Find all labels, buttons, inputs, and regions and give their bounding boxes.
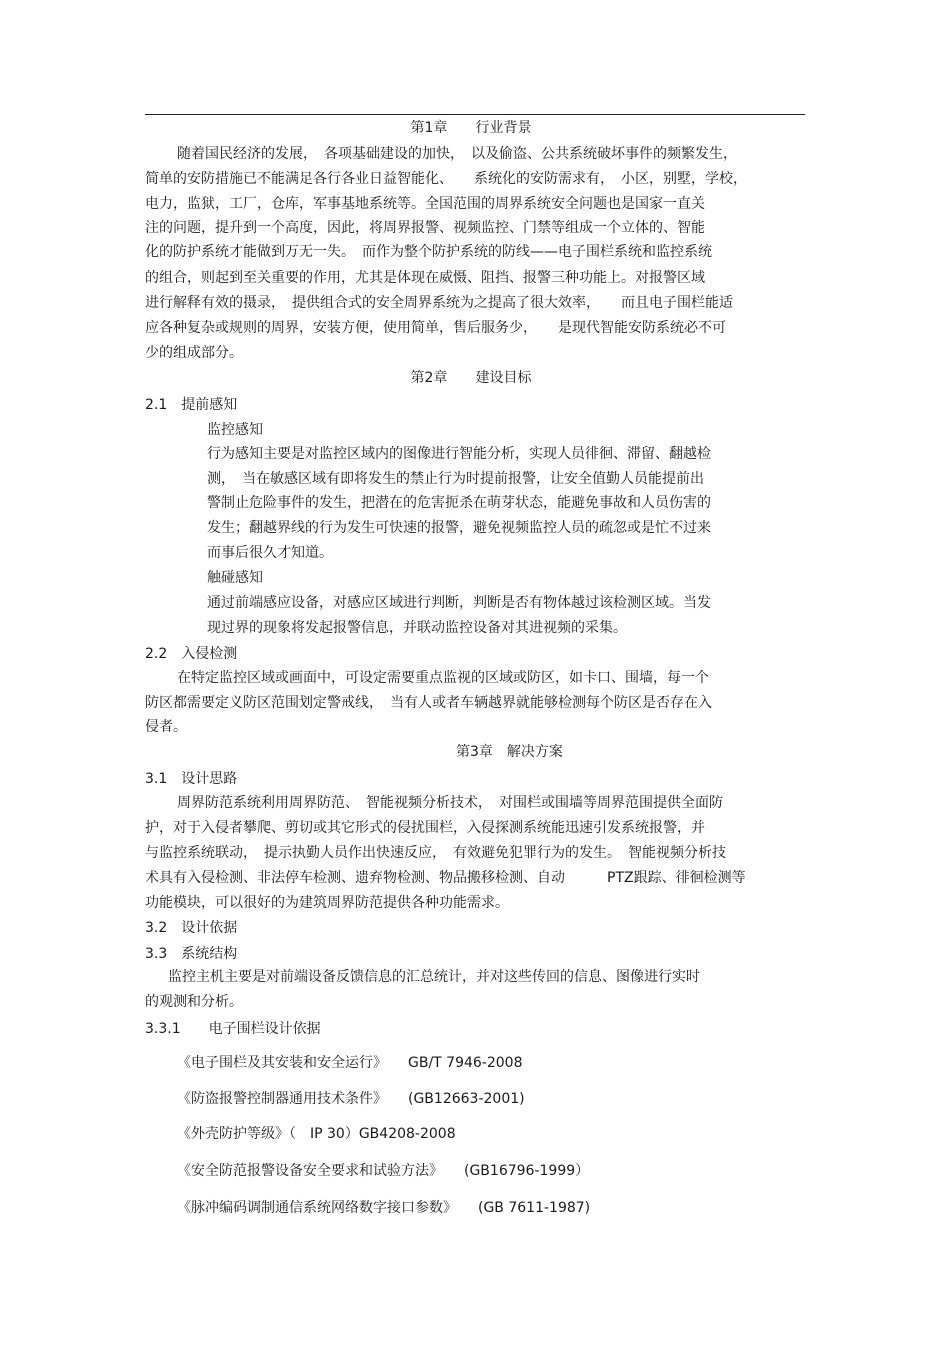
ch1-line-4: 注的问题，提升到一个高度，因此，将周界报警、视频监控、门禁等组成一个立体的、智能 [145, 220, 705, 236]
header-rule [145, 114, 805, 115]
monitor-line-4: 发生；翻越界线的行为发生可快速的报警，避免视频监控人员的疏忽或是忙不过来 [207, 520, 711, 536]
s22-line-2: 防区都需要定义防区范围划定警戒线， 当有人或者车辆越界就能够检测每个防区是否存在入 [145, 695, 712, 711]
s31-line-4: 术具有入侵检测、非法停车检测、遗弃物检测、物品搬移检测、自动 PTZ跟踪、徘徊检测等 [145, 870, 746, 886]
monitor-line-3: 警制止危险事件的发生，把潜在的危害扼杀在萌芽状态，能避免事故和人员伤害的 [207, 495, 711, 511]
s22-line-3: 侵者。 [145, 719, 187, 735]
s31-line-3: 与监控系统联动， 提示执勤人员作出快速反应， 有效避免犯罪行为的发生。 智能视频分析技 [145, 845, 726, 861]
ch1-line-1: 随着国民经济的发展， 各项基础建设的加快， 以及偷盗、公共系统破坏事件的频繁发生， [177, 146, 737, 162]
chapter-2-heading: 第2章 建设目标 [410, 370, 532, 386]
s33-line-2: 的观测和分析。 [145, 994, 243, 1010]
section-2-1-heading: 2.1 提前感知 [145, 397, 238, 413]
standard-item: 《安全防范报警设备安全要求和试验方法》 (GB16796-1999） [177, 1163, 590, 1179]
section-2-2-heading: 2.2 入侵检测 [145, 646, 238, 662]
chapter-1-heading: 第1章 行业背景 [410, 120, 532, 136]
standard-item: 《防盗报警控制器通用技术条件》 (GB12663-2001) [177, 1091, 525, 1107]
standard-item: 《电子围栏及其安装和安全运行》 GB/T 7946-2008 [177, 1055, 523, 1071]
standard-item: 《脉冲编码调制通信系统网络数字接口参数》 (GB 7611-1987) [177, 1200, 591, 1216]
ch1-line-5: 化的防护系统才能做到万无一失。 而作为整个防护系统的防线——电子围栏系统和监控系统 [145, 244, 712, 260]
s31-line-1: 周界防范系统利用周界防范、 智能视频分析技术， 对围栏或围墙等周界范围提供全面防 [177, 795, 723, 811]
s31-line-2: 护，对于入侵者攀爬、剪切或其它形式的侵扰围栏，入侵探测系统能迅速引发系统报警，并 [145, 820, 705, 836]
section-3-2-heading: 3.2 设计依据 [145, 920, 238, 936]
chapter-3-heading: 第3章 解决方案 [456, 744, 563, 760]
ch1-line-9: 少的组成部分。 [145, 345, 243, 361]
ch1-line-8: 应各种复杂或规则的周界，安装方便，使用简单，售后服务少， 是现代智能安防系统必不可 [145, 320, 726, 336]
touch-line-1: 通过前端感应设备，对感应区域进行判断，判断是否有物体越过该检测区域。当发 [207, 595, 711, 611]
monitor-line-5: 而事后很久才知道。 [207, 545, 333, 561]
monitor-line-1: 行为感知主要是对监控区域内的图像进行智能分析，实现人员徘徊、滞留、翻越检 [207, 446, 711, 462]
s22-line-1: 在特定监控区域或画面中，可设定需要重点监视的区域或防区，如卡口、围墙，每一个 [177, 670, 709, 686]
touch-perception-title: 触碰感知 [207, 570, 263, 586]
touch-line-2: 现过界的现象将发起报警信息，并联动监控设备对其进视频的采集。 [207, 620, 627, 636]
s31-line-5: 功能模块，可以很好的为建筑周界防范提供各种功能需求。 [145, 895, 509, 911]
section-3-3-1-heading: 3.3.1 电子围栏设计依据 [145, 1021, 321, 1037]
standard-item: 《外壳防护等级》（ IP 30）GB4208-2008 [177, 1126, 456, 1142]
s33-line-1: 监控主机主要是对前端设备反馈信息的汇总统计，并对这些传回的信息、图像进行实时 [168, 969, 700, 985]
ch1-line-6: 的组合，则起到至关重要的作用，尤其是体现在威慑、阻挡、报警三种功能上。对报警区域 [145, 270, 705, 286]
ch1-line-2: 简单的安防措施已不能满足各行各业日益智能化、 系统化的安防需求有， 小区，别墅，学校， [145, 171, 747, 187]
monitor-perception-title: 监控感知 [207, 422, 263, 438]
section-3-3-heading: 3.3 系统结构 [145, 946, 238, 962]
ch1-line-7: 进行解释有效的摄录， 提供组合式的安全周界系统为之提高了很大效率， 而且电子围栏能适 [145, 295, 733, 311]
section-3-1-heading: 3.1 设计思路 [145, 771, 238, 787]
ch1-line-3: 电力，监狱，工厂，仓库，军事基地系统等。全国范围的周界系统安全问题也是国家一直关 [145, 196, 705, 212]
monitor-line-2: 测， 当在敏感区域有即将发生的禁止行为时提前报警，让安全值勤人员能提前出 [207, 471, 704, 487]
